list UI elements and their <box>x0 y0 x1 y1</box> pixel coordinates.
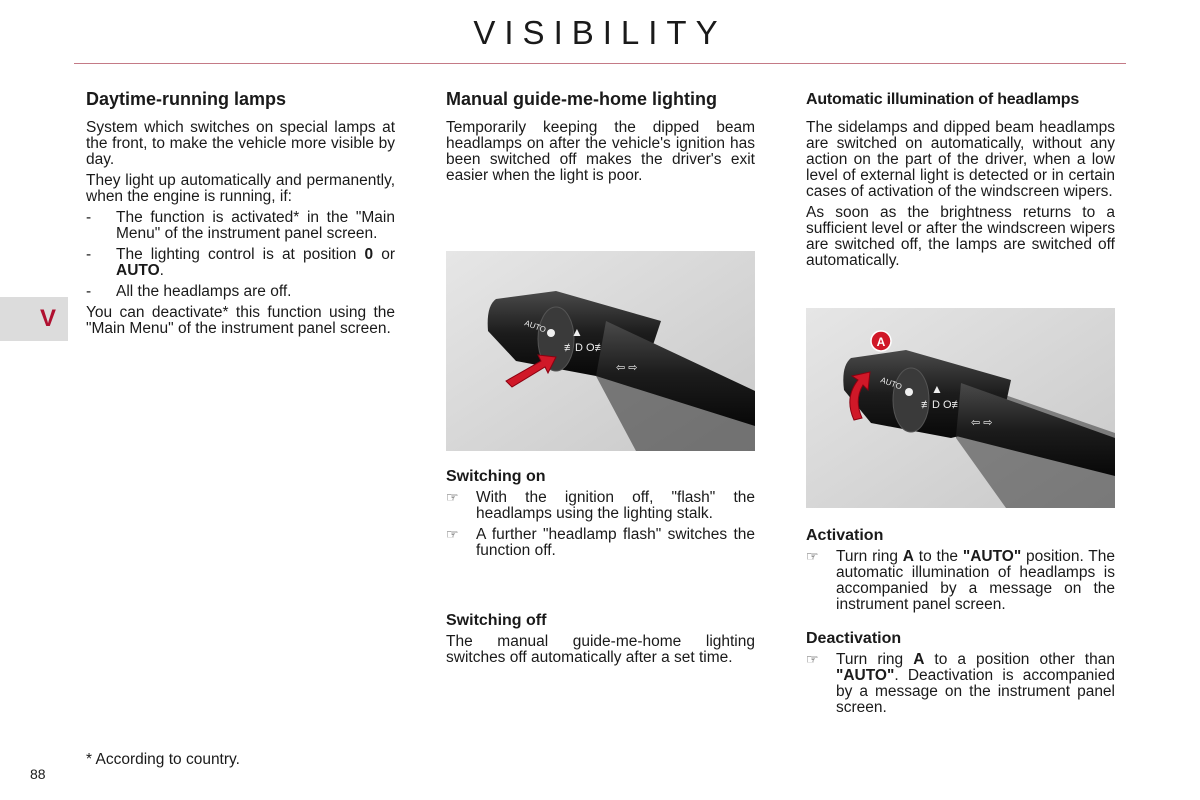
paragraph: Temporarily keeping the dipped beam headlamps on after the vehicle's ignition has been switched off makes the driver's exit easier when the light is poor. <box>446 119 755 184</box>
list-item <box>806 549 1115 613</box>
paragraph: System which switches on special lamps at the front, to make the vehicle more visible by day. <box>86 119 395 168</box>
svg-text:▲: ▲ <box>571 325 583 339</box>
section-tab <box>0 297 68 341</box>
list-item-text: All the headlamps are off. <box>116 283 292 300</box>
list-item-text: or <box>373 246 396 263</box>
list-item <box>446 490 755 522</box>
automatic-illumination-section <box>806 90 1115 274</box>
list-item-text: The lighting control is at position <box>116 246 365 263</box>
auto-position: "AUTO" <box>836 667 895 684</box>
paragraph: They light up automatically and permanently, when the engine is running, if: <box>86 172 395 205</box>
auto-marking: AUTO <box>523 318 548 335</box>
page-title: VISIBILITY <box>473 14 727 51</box>
svg-text:▲: ▲ <box>931 382 943 396</box>
guide-me-home-heading: Manual guide-me-home lighting <box>446 89 717 109</box>
activation-heading: Activation <box>806 527 884 544</box>
list-item-text: Turn ring <box>836 548 903 565</box>
daytime-running-lamps-heading: Daytime-running lamps <box>86 89 287 109</box>
list-item <box>446 527 755 559</box>
paragraph: You can deactivate* this function using the "Main Menu" of the instrument panel screen. <box>86 304 395 337</box>
list-item-text: to a position other than <box>924 651 1115 668</box>
svg-text:≢D O≢: ≢D O≢ <box>564 342 606 354</box>
list-item <box>806 652 1115 716</box>
dash-bullet: - <box>86 246 92 263</box>
list-item-text: With the ignition off, "flash" the headlamps using the lighting stalk. <box>476 489 755 522</box>
activation-section <box>806 527 1115 618</box>
auto-position: "AUTO" <box>962 548 1022 565</box>
paragraph: The manual guide-me-home lighting switches off automatically after a set time. <box>446 633 755 666</box>
auto-marking: AUTO <box>879 375 904 392</box>
pointing-hand-icon: ☞ <box>806 548 819 564</box>
lighting-stalk-flash-figure <box>446 251 755 451</box>
guide-me-home-section <box>446 90 755 189</box>
deactivation-heading: Deactivation <box>806 630 902 647</box>
list-item-text: Turn ring <box>836 651 914 668</box>
svg-text:≢D O≢: ≢D O≢ <box>921 399 963 411</box>
footnote: * According to country. <box>86 751 240 768</box>
svg-text:⇦ ⇨: ⇦ ⇨ <box>971 417 993 429</box>
switching-off-section <box>446 612 755 671</box>
ring-a: A <box>913 651 925 668</box>
paragraph: As soon as the brightness returns to a sufficient level or after the windscreen wipers are switched off, the lamps are switched off automatically. <box>806 204 1115 269</box>
list-item-text: . Deactivation is accompanied by a message on the instrument panel screen. <box>836 667 1115 716</box>
title-rule <box>74 63 1126 64</box>
section-tab-label: V <box>40 305 57 332</box>
automatic-illumination-heading: Automatic illumination of headlamps <box>806 91 1080 108</box>
daytime-running-lamps-section <box>86 90 395 342</box>
list-item-text: A further "headlamp flash" switches the function off. <box>476 526 755 559</box>
switching-on-section <box>446 468 755 564</box>
list-item-text: . <box>159 262 164 279</box>
list-item <box>86 284 395 300</box>
callout-label: A <box>876 335 886 349</box>
ring-a: A <box>902 548 914 565</box>
dash-bullet: - <box>86 283 92 300</box>
list-item-text: to the <box>913 548 963 565</box>
pointing-hand-icon: ☞ <box>446 526 459 542</box>
page-number: 88 <box>30 766 46 782</box>
pointing-hand-icon: ☞ <box>806 651 819 667</box>
paragraph: The sidelamps and dipped beam headlamps are switched on automatically, without any action on the part of the driver, when a low level of external light is detected or in certain cases of activation of the windscreen wipers. <box>806 119 1115 200</box>
list-item-text: position. The automatic illumination of headlamps is accompanied by a message on the instrument panel screen. <box>836 548 1115 613</box>
list-item <box>86 210 395 242</box>
switching-on-heading: Switching on <box>446 468 546 485</box>
deactivation-section <box>806 630 1115 721</box>
list-item-text: The function is activated* in the "Main Menu" of the instrument panel screen. <box>116 209 395 242</box>
switching-off-heading: Switching off <box>446 612 547 629</box>
lighting-stalk-ring-figure <box>806 308 1115 508</box>
lighting-stalk-illustration <box>446 251 755 451</box>
position-auto: AUTO <box>116 262 160 279</box>
pointing-hand-icon: ☞ <box>446 489 459 505</box>
lighting-stalk-illustration <box>806 308 1115 508</box>
dash-bullet: - <box>86 209 92 226</box>
list-item <box>86 247 395 279</box>
position-zero: 0 <box>364 246 374 263</box>
svg-text:⇦ ⇨: ⇦ ⇨ <box>616 362 638 374</box>
